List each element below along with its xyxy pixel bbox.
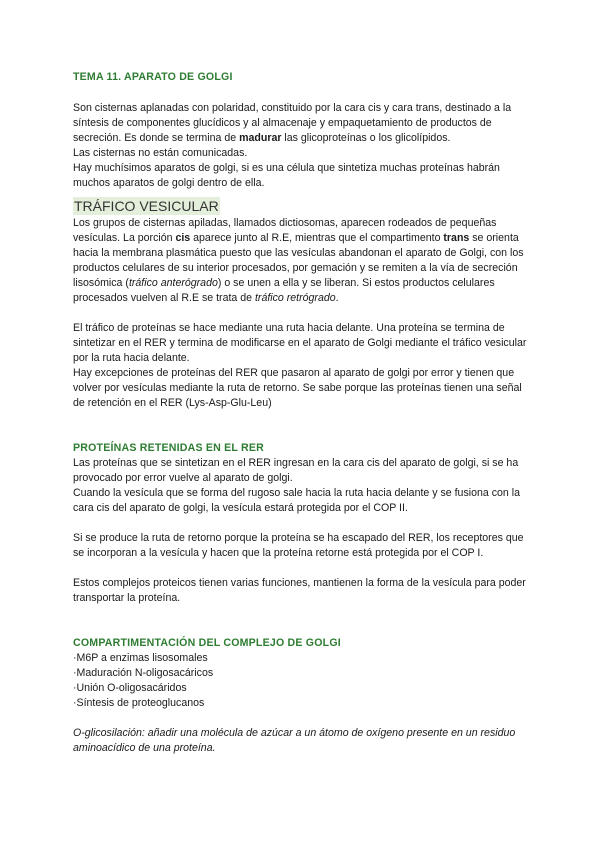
section-heading-retenidas: PROTEÍNAS RETENIDAS EN EL RER	[73, 442, 265, 454]
retenidas-paragraph-4: Estos complejos proteicos tienen varias funciones, mantienen la forma de la vesícula para poder transportar la proteína.	[73, 577, 526, 604]
trafico-text: se orienta hacia la membrana plasmática puesto que las vesículas abandonan el aparato de Golgi, con los productos celulares de su interior procesados, por gemación y se remiten a la vía de secreción lisosómica (	[73, 232, 524, 289]
retenidas-paragraph-3: Si se produce la ruta de retorno porque la proteína se ha escapado del RER, los receptores que se incorporan a la vesícula y hacen que la proteína retorne está protegida por el COP I.	[73, 532, 524, 559]
trafico-text: Los grupos de cisternas apiladas, llamados dictiosomas, aparecen rodeados de pequeñas vesículas. La porción	[73, 217, 497, 244]
intro-text: Son cisternas aplanadas con polaridad, constituido por la cara cis y cara trans, destinado a la síntesis de componentes glucídicos y al almacenaje y empaquetamiento de productos de secreción. Es donde se termina de	[73, 102, 512, 144]
trafico-text: ) o se unen a ella y se liberan. Si estos productos celulares procesados vuelven al R.E se trata de	[73, 277, 495, 304]
document-content	[73, 70, 535, 756]
trafico-bold-trans: trans	[443, 232, 470, 244]
list-item: ·Unión O-oligosacáridos	[73, 682, 187, 694]
section-heading-compartimentacion: COMPARTIMENTACIÓN DEL COMPLEJO DE GOLGI	[73, 637, 341, 649]
retenidas-paragraph-2: Cuando la vesícula que se forma del rugoso sale hacia la ruta hacia delante y se fusiona con la cara cis del aparato de golgi, la vesícula estará protegida por el COP II.	[73, 487, 520, 514]
trafico-paragraph-2: El tráfico de proteínas se hace mediante una ruta hacia delante. Una proteína se termina de sintetizar en el RER y termina de modificarse en el aparato de Golgi mediante el tráfico vesicular por la ruta hacia delante.	[73, 322, 527, 364]
intro-text-end: las glicoproteínas o los glicolípidos.	[281, 132, 451, 144]
list-item: ·M6P a enzimas lisosomales	[73, 652, 208, 664]
list-item: ·Maduración N-oligosacáricos	[73, 667, 214, 679]
trafico-bold-cis: cis	[175, 232, 191, 244]
retenidas-paragraph-1: Las proteínas que se sintetizan en el RER ingresan en la cara cis del aparato de golgi, si se ha provocado por error vuelve al aparato de golgi.	[73, 457, 519, 484]
trafico-paragraph-1	[73, 216, 535, 306]
intro-paragraph-3: Hay muchísimos aparatos de golgi, si es una célula que sintetiza muchas proteínas habrán muchos aparatos de golgi dentro de ella.	[73, 162, 500, 189]
compartimentacion-list	[73, 651, 535, 711]
page-title: TEMA 11. APARATO DE GOLGI	[73, 71, 233, 83]
trafico-italic-retrogrado: tráfico retrógrado	[254, 292, 336, 304]
trafico-text: aparece junto al R.E, mientras que el compartimento	[190, 232, 444, 244]
glicosilacion-note: O-glicosilación: añadir una molécula de azúcar a un átomo de oxígeno presente en un residuo aminoacídico de una proteína.	[73, 727, 516, 754]
section-heading-trafico: TRÁFICO VESICULAR	[74, 198, 219, 214]
trafico-italic-anterogrado: tráfico anterógrado	[128, 277, 218, 289]
trafico-text: .	[335, 292, 339, 304]
intro-paragraph-1	[73, 101, 535, 146]
intro-paragraph-2: Las cisternas no están comunicadas.	[73, 147, 248, 159]
intro-bold-word: madurar	[239, 132, 282, 144]
trafico-paragraph-3: Hay excepciones de proteínas del RER que pasaron al aparato de golgi por error y tienen que volver por vesículas mediante la ruta de retorno. Se sabe porque las proteínas tienen una señal de retención en el RER (Lys-Asp-Glu-Leu)	[73, 367, 522, 409]
list-item: ·Síntesis de proteoglucanos	[73, 697, 205, 709]
